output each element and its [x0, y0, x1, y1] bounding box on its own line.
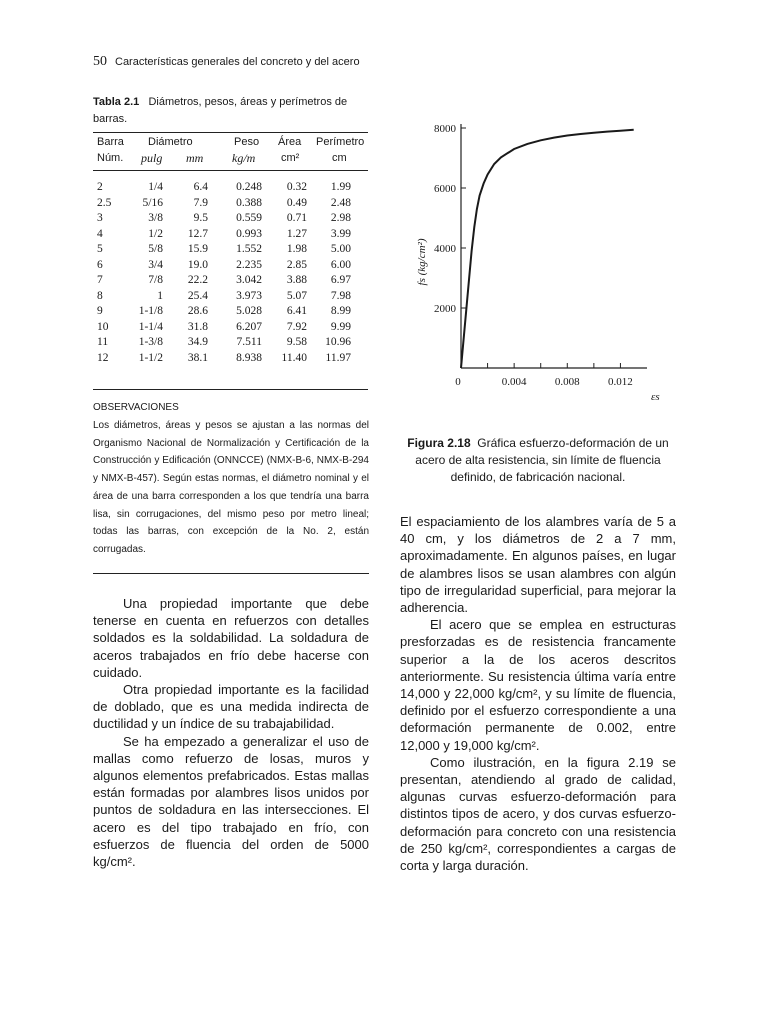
table-cell: 2.48	[330, 196, 351, 209]
table-cell: 0.49	[286, 196, 307, 209]
page-number: 50	[93, 54, 107, 69]
table-cell: 10.96	[325, 336, 351, 348]
table-cell: 2	[97, 181, 103, 193]
table-cell: 8	[97, 289, 103, 302]
table-cell: 5.00	[330, 243, 351, 255]
table-cell: 3/4	[148, 258, 163, 271]
header-diametro: Diámetro	[148, 136, 193, 148]
y-tick-label: 2000	[434, 303, 456, 315]
right-column-body	[400, 513, 676, 874]
table-body	[93, 181, 368, 367]
table-cell: 6.41	[286, 305, 307, 317]
table-cell: 6.4	[193, 181, 208, 193]
table-row	[93, 321, 368, 337]
table-row	[93, 274, 368, 290]
table-cell: 2.85	[286, 258, 307, 271]
table-row	[93, 181, 368, 197]
y-axis-label: fs (kg/cm²)	[416, 238, 428, 286]
table-cell: 3	[97, 212, 103, 224]
y-tick-label: 4000	[434, 243, 456, 255]
table-cell: 1.98	[286, 243, 307, 255]
table-cell: 31.8	[187, 320, 208, 333]
stress-strain-figure	[395, 112, 675, 412]
table-cell: 9.58	[286, 336, 307, 348]
table-cell: 2.235	[236, 258, 262, 271]
table-header-rule	[93, 170, 368, 171]
y-tick-label: 6000	[434, 183, 456, 195]
observations-title: OBSERVACIONES	[93, 402, 179, 413]
header-cm: cm	[332, 152, 347, 164]
running-header	[93, 54, 360, 70]
figure-caption-text: Gráfica esfuerzo-deformación de un acero de alta resistencia, sin límite de fluencia definido, de fabricación nacional.	[415, 436, 669, 484]
paragraph: Se ha empezado a generalizar el uso de mallas como refuerzo de losas, muros y algunos elementos prefabricados. Estas mallas están formadas por alambres lisos unidos por puntos de soldadura en las intersecciones. El acero es del tipo trabajado en frío, con esfuerzos de fluencia del orden de 5000 kg/cm².	[93, 733, 369, 870]
table-cell: 11.40	[281, 351, 307, 364]
table-cell: 11.97	[325, 351, 351, 364]
table-cell: 12.7	[187, 227, 208, 240]
table-cell: 1-1/4	[138, 320, 163, 333]
figure-label: Figura 2.18	[407, 436, 471, 450]
table-row	[93, 259, 368, 275]
stress-strain-chart	[395, 112, 675, 412]
header-kgm: kg/m	[232, 151, 256, 165]
table-cell: 7.9	[193, 196, 208, 209]
table-cell: 28.6	[187, 305, 208, 317]
table-cell: 5.07	[286, 289, 307, 302]
header-num: Núm.	[97, 152, 124, 164]
table-cell: 25.4	[187, 289, 208, 302]
table-cell: 3.973	[236, 289, 262, 302]
table-caption	[93, 94, 368, 128]
table-cell: 9.5	[193, 212, 208, 224]
table-cell: 0.388	[236, 196, 262, 209]
table-cell: 7.92	[286, 320, 307, 333]
header-mm: mm	[186, 151, 204, 165]
table-cell: 19.0	[187, 258, 208, 271]
table-cell: 22.2	[187, 274, 208, 286]
table-cell: 10	[97, 320, 109, 333]
table-cell: 1	[157, 289, 163, 302]
table-cell: 4	[97, 227, 103, 240]
header-barra: Barra	[97, 136, 124, 148]
paragraph: Una propiedad importante que debe tenerse en cuenta en refuerzos con detalles soldados es la soldabilidad. La soldadura de aceros trabajados en frío debe hacerse con cuidado.	[93, 596, 369, 680]
table-cell: 34.9	[187, 336, 208, 348]
table-cell: 5	[97, 243, 103, 255]
series-line	[461, 130, 634, 368]
table-cell: 8.938	[236, 351, 262, 364]
x-tick-label: 0.012	[608, 376, 633, 388]
table-cell: 9	[97, 305, 103, 317]
table-cell: 1/4	[148, 181, 163, 193]
header-peso: Peso	[234, 136, 260, 148]
table-cell: 1-1/2	[138, 351, 163, 364]
table-cell: 15.9	[187, 243, 208, 255]
x-tick-label: 0.004	[501, 376, 527, 388]
table-cell: 5/16	[142, 196, 163, 209]
observations-rule	[93, 573, 369, 574]
table-cell: 1.99	[330, 181, 351, 193]
table-cell: 7.98	[330, 289, 351, 302]
table-cell: 0.993	[236, 227, 262, 240]
paragraph: El acero que se emplea en estructuras presforzadas es de resistencia francamente superior a la de los aceros descritos anteriormente. Su resistencia última varía entre 14,000 y 22,000 kg/cm², y su límite de fluencia, definido por el esfuerzo correspondiente a una deformación permanente de 0.002, entre 12,000 y 19,000 kg/cm².	[400, 617, 676, 753]
table-cell: 7/8	[148, 274, 163, 286]
x-axis-label: εs	[651, 391, 660, 403]
table-cell: 38.1	[187, 351, 208, 364]
header-area: Área	[278, 136, 302, 148]
table-cell: 0.32	[286, 181, 307, 193]
table-cell: 1.552	[236, 243, 262, 255]
paragraph: Otra propiedad importante es la facilidad de doblado, que es una medida indirecta de ductilidad y un índice de su trabajabilidad.	[93, 682, 369, 732]
paragraph: El espaciamiento de los alambres varía de 5 a 40 cm, y los diámetros de 2 a 7 mm, aproximadamente. En algunos países, en lugar de alambres lisos se usan alambres con algún tipo de irregularidad superficial, para mejorar la adherencia.	[400, 514, 676, 616]
table-cell: 12	[97, 351, 109, 364]
table-cell: 3.042	[236, 274, 262, 286]
table-row	[93, 212, 368, 228]
header-cm2: cm²	[281, 152, 300, 164]
paragraph: Como ilustración, en la figura 2.19 se presentan, atendiendo al grado de calidad, algunas curvas esfuerzo-deformación para distintos tipos de acero, y dos curvas esfuerzo-deformación para concreto con una resistencia de 250 kg/cm², correspondientes a cargas de corta y larga duración.	[400, 754, 676, 874]
table-cell: 11	[97, 336, 109, 348]
table-top-rule	[93, 132, 368, 133]
table-cell: 2.98	[330, 212, 351, 224]
table-cell: 3/8	[148, 212, 163, 224]
table-cell: 1-1/8	[138, 305, 163, 317]
table-cell: 5/8	[148, 243, 163, 255]
table-row	[93, 290, 368, 306]
table-bottom-rule	[93, 389, 368, 390]
table-cell: 1-3/8	[138, 336, 163, 348]
y-tick-label: 8000	[434, 123, 456, 135]
table-cell: 7.511	[236, 336, 262, 348]
table-cell: 5.028	[236, 305, 262, 317]
table-cell: 1.27	[286, 227, 307, 240]
observations-text: Los diámetros, áreas y pesos se ajustan a las normas del Organismo Nacional de Normalización y Certificación de la Construcción y Edificación (ONNCCE) (NMX-B-6, NMX-B-294 y NMX-B-457). Según estas normas, el diámetro nominal y el área de una barra corresponden a los que tendría una barra lisa, sin corrugaciones, del mismo peso por metro lineal; todas las barras, con excepción de la No. 2, están corrugadas.	[93, 420, 369, 555]
x-tick-label: 0	[455, 376, 461, 388]
header-pulg: pulg	[141, 151, 163, 165]
table-cell: 0.559	[236, 212, 262, 224]
table-cell: 6.207	[236, 320, 262, 333]
table-cell: 6.97	[330, 274, 351, 286]
table-cell: 0.248	[236, 181, 262, 193]
table-label: Tabla 2.1	[93, 96, 140, 108]
table-cell: 1/2	[148, 227, 163, 240]
table-cell: 3.88	[286, 274, 307, 286]
figure-caption	[398, 435, 678, 486]
table-row	[93, 197, 368, 213]
table-row	[93, 243, 368, 259]
left-column-body	[93, 595, 369, 870]
table-caption-text: Diámetros, pesos, áreas y perímetros de barras.	[93, 96, 348, 125]
table-row	[93, 228, 368, 244]
table-cell: 7	[97, 274, 103, 286]
table-cell: 6.00	[330, 258, 351, 271]
table-row	[93, 305, 368, 321]
table-cell: 8.99	[330, 305, 351, 317]
x-tick-label: 0.008	[554, 376, 580, 388]
header-perimetro: Perímetro	[316, 136, 365, 148]
table-row	[93, 336, 368, 352]
table-cell: 0.71	[286, 212, 307, 224]
table-cell: 6	[97, 258, 103, 271]
table-cell: 3.99	[330, 227, 351, 240]
table-row	[93, 352, 368, 368]
running-title: Características generales del concreto y del acero	[115, 56, 360, 68]
table-cell: 2.5	[97, 196, 112, 209]
table-cell: 9.99	[330, 320, 351, 333]
